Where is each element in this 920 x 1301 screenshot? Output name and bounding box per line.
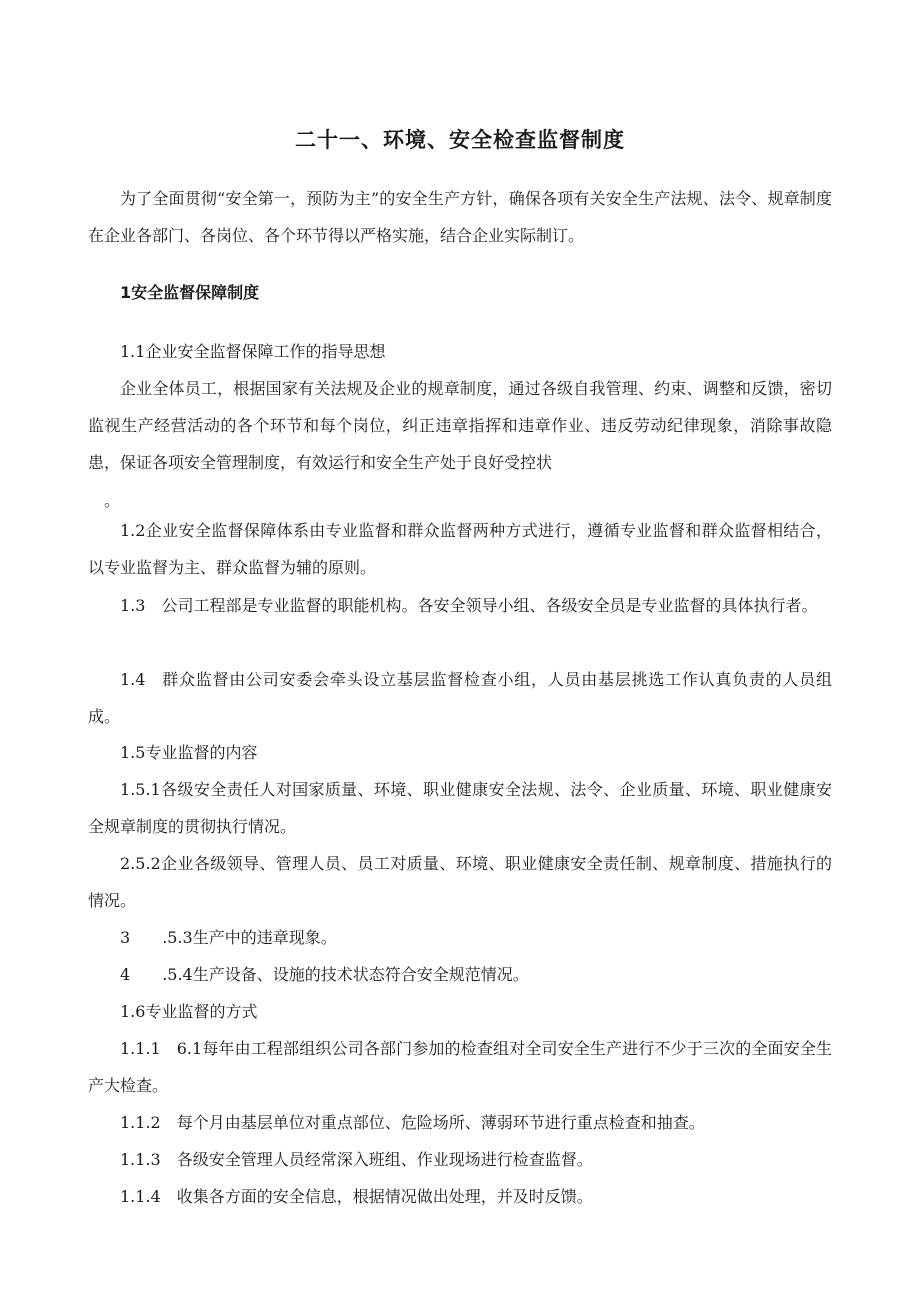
item-1-6-3-text: 各级安全管理人员经常深入班组、作业现场进行检查监督。	[176, 1150, 593, 1169]
item-1-5-4-number: 4	[120, 965, 131, 984]
item-1-6-2-text: 每个月由基层单位对重点部位、危险场所、薄弱环节进行重点检查和抽查。	[176, 1113, 705, 1132]
item-1-6-4-text: 收集各方面的安全信息，根据情况做出处理，并及时反馈。	[176, 1187, 593, 1206]
item-1-6-1-text: 6.1每年由工程部组织公司各部门参加的检查组对全司安全生产进行不少于三次的全面安全生产大检查。	[88, 1039, 832, 1095]
item-1-5-2-text: .5.2企业各级领导、管理人员、员工对质量、环境、职业健康安全责任制、规章制度、措施执行的情况。	[88, 854, 832, 910]
item-1-5-3-number: 3	[120, 928, 131, 947]
item-1-1-tail: 。	[104, 491, 121, 510]
item-1-6-4	[88, 1178, 832, 1215]
item-1-5-4	[88, 956, 832, 993]
item-1-3-number: 1.3	[120, 596, 146, 615]
item-1-4-number: 1.4	[120, 670, 146, 689]
item-1-5-3	[88, 919, 832, 956]
item-1-6: 1.6专业监督的方式	[120, 1002, 258, 1021]
item-1-2: 1.2企业安全监督保障体系由专业监督和群众监督两种方式进行，遵循专业监督和群众监督相结合，以专业监督为主、群众监督为辅的原则。	[88, 521, 832, 577]
item-1-6-2	[88, 1104, 832, 1141]
item-1-5-2	[88, 845, 832, 919]
item-1-6-2-number: 1.1.2	[120, 1113, 161, 1132]
page-title: 二十一、环境、安全检查监督制度	[295, 128, 625, 152]
item-1-5-2-number: 2	[120, 854, 131, 873]
item-1-5-1-text: .5.1各级安全责任人对国家质量、环境、职业健康安全法规、法令、企业质量、环境、职业健康安全规章制度的贯彻执行情况。	[88, 780, 832, 836]
intro-paragraph: 为了全面贯彻“安全第一，预防为主”的安全生产方针，确保各项有关安全生产法规、法令、规章制度在企业各部门、各岗位、各个环节得以严格实施，结合企业实际制订。	[88, 189, 832, 245]
item-1-1-body: 企业全体员工，根据国家有关法规及企业的规章制度，通过各级自我管理、约束、调整和反馈，密切监视生产经营活动的各个环节和每个岗位，纠正违章指挥和违章作业、违反劳动纪律现象，消除事故隐患，保证各项安全管理制度，有效运行和安全生产处于良好受控状	[88, 379, 832, 472]
item-1-6-3-number: 1.1.3	[120, 1150, 161, 1169]
item-1-3	[88, 587, 832, 624]
item-1-1-title: 1.1企业安全监督保障工作的指导思想	[120, 342, 386, 361]
item-1-6-3	[88, 1141, 832, 1178]
item-1-4	[88, 661, 832, 735]
item-1-6-1	[88, 1030, 832, 1104]
item-1-6-1-number: 1.1.1	[120, 1039, 161, 1058]
item-1-5-1	[88, 771, 832, 845]
item-1-3-text: 公司工程部是专业监督的职能机构。各安全领导小组、各级安全员是专业监督的具体执行者。	[161, 596, 818, 615]
section-heading: 1安全监督保障制度	[120, 283, 260, 302]
item-1-6-4-number: 1.1.4	[120, 1187, 161, 1206]
item-1-5-1-number: 1	[120, 780, 131, 799]
item-1-5-4-text: .5.4生产设备、设施的技术状态符合安全规范情况。	[162, 965, 529, 984]
item-1-5: 1.5专业监督的内容	[120, 743, 258, 762]
item-1-5-3-text: .5.3生产中的违章现象。	[162, 928, 337, 947]
item-1-4-text: 群众监督由公司安委会牵头设立基层监督检查小组，人员由基层挑选工作认真负责的人员组成。	[88, 670, 832, 726]
